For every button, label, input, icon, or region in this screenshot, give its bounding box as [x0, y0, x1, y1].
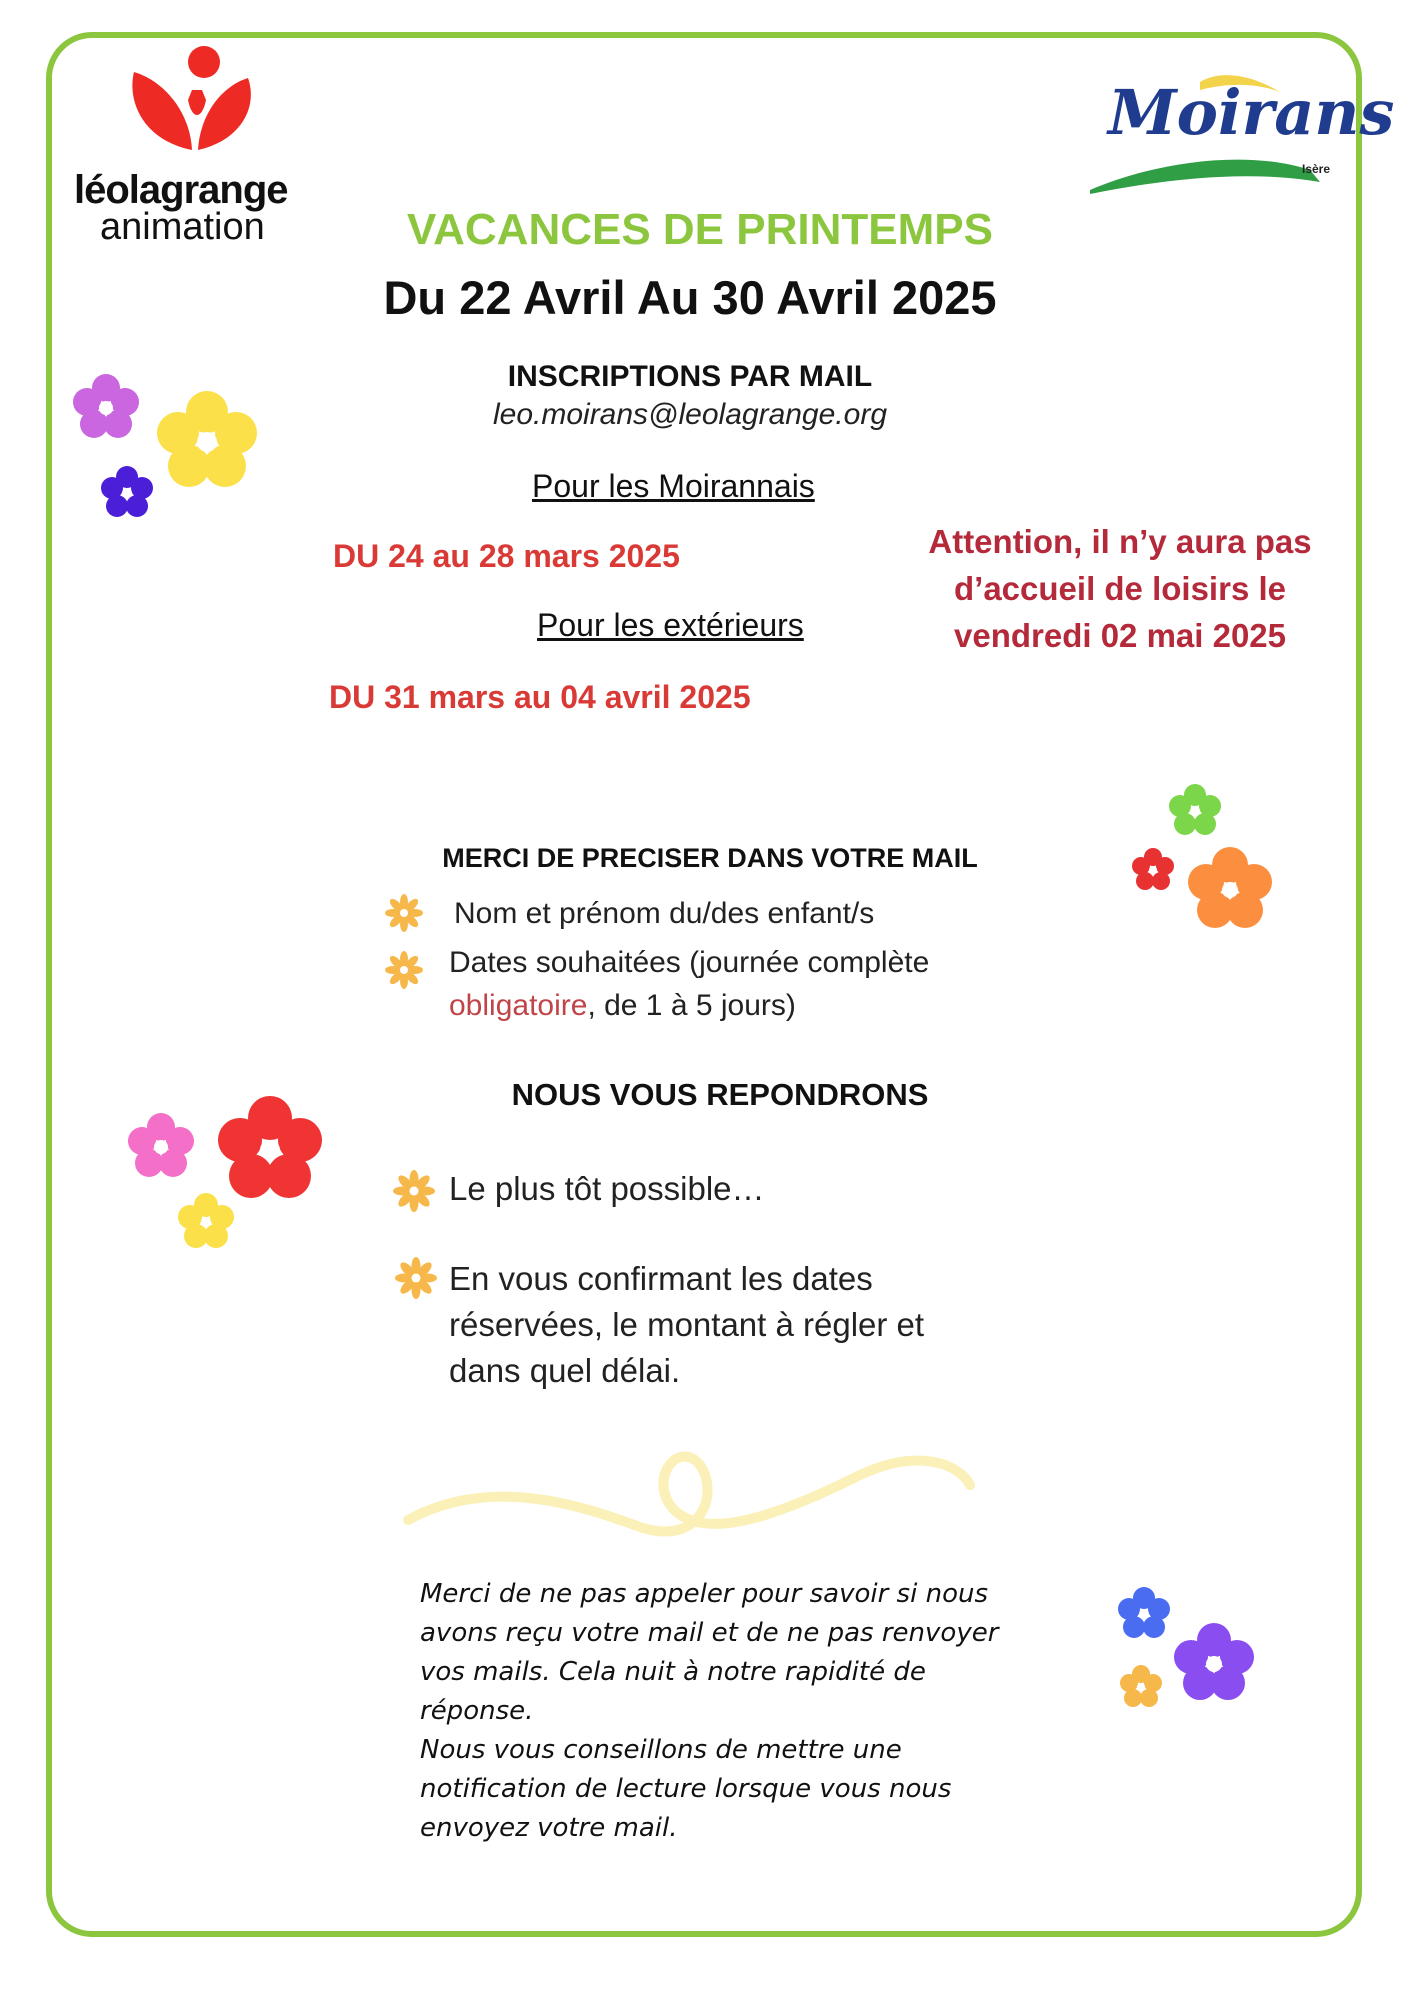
flower-icon	[120, 1106, 202, 1188]
merci-item-2-line-2	[449, 984, 929, 1027]
swirl-decoration	[400, 1435, 980, 1565]
moirans-logo-text: Moirans	[1108, 76, 1395, 149]
moirannais-label: Pour les Moirannais	[532, 468, 815, 504]
note-line-7: envoyez votre mail.	[420, 1813, 678, 1843]
exterieurs-label: Pour les extérieurs	[537, 607, 804, 643]
attention-line-3: vendredi 02 mai 2025	[953, 617, 1287, 654]
leo-logo-text-1: léolagrange	[74, 168, 288, 212]
contact-email[interactable]: leo.moirans@leolagrange.org	[492, 398, 887, 431]
merci-item-2-line-1: Dates souhaitées (journée complète	[449, 946, 930, 979]
page-title: VACANCES DE PRINTEMPS	[407, 205, 993, 254]
merci-item-1: Nom et prénom du/des enfant/s	[454, 897, 875, 930]
moirannais-dates: DU 24 au 28 mars 2025	[333, 538, 680, 574]
bullet-flower-icon	[392, 1169, 436, 1213]
note-line-2: avons reçu votre mail et de ne pas renvoyer	[420, 1618, 999, 1648]
reponse-item-2-line-2: réservées, le montant à régler et	[449, 1306, 925, 1343]
flower-icon	[66, 368, 146, 448]
moirans-logo	[1080, 70, 1395, 200]
merci-item-2-rest: , de 1 à 5 jours)	[587, 989, 796, 1022]
attention-line-1: Attention, il n’y aura pas	[928, 523, 1312, 560]
merci-heading: MERCI DE PRECISER DANS VOTRE MAIL	[442, 843, 978, 873]
flower-icon	[1162, 778, 1228, 844]
note-line-3: vos mails. Cela nuit à notre rapidité de	[420, 1657, 926, 1687]
note-line-4: réponse.	[420, 1696, 534, 1726]
note-line-6: notification de lecture lorsque vous nous	[420, 1774, 952, 1804]
flower-icon	[1180, 840, 1280, 940]
flower-icon	[1126, 843, 1180, 897]
flower-icon	[172, 1188, 240, 1256]
inscriptions-heading: INSCRIPTIONS PAR MAIL	[507, 360, 873, 393]
reponse-item-2	[449, 1256, 924, 1394]
leo-lagrange-logo	[72, 40, 312, 260]
leo-lagrange-logo-mark	[72, 40, 312, 170]
note-line-1: Merci de ne pas appeler pour savoir si nous	[420, 1579, 989, 1609]
reponse-heading: NOUS VOUS REPONDRONS	[511, 1077, 929, 1112]
merci-item-2	[449, 941, 929, 1027]
moirans-logo-sub: Isère	[1302, 162, 1331, 176]
exterieurs-dates: DU 31 mars au 04 avril 2025	[329, 679, 751, 715]
reponse-item-1: Le plus tôt possible…	[449, 1170, 765, 1207]
bullet-flower-icon	[384, 893, 424, 933]
footer-note	[420, 1575, 1000, 1848]
reponse-item-2-line-1: En vous confirmant les dates	[449, 1260, 873, 1297]
note-line-5: Nous vous conseillons de mettre une	[420, 1735, 902, 1765]
flower-icon	[1114, 1660, 1168, 1714]
leo-logo-text-2: animation	[100, 206, 265, 248]
page-dates: Du 22 Avril Au 30 Avril 2025	[383, 271, 997, 324]
flower-icon	[94, 460, 160, 526]
attention-notice	[900, 518, 1340, 659]
reponse-item-2-line-3: dans quel délai.	[449, 1352, 681, 1389]
obligatoire-highlight: obligatoire	[449, 989, 588, 1022]
flower-icon	[148, 383, 266, 501]
bullet-flower-icon	[384, 950, 424, 990]
flower-icon	[1166, 1616, 1262, 1712]
bullet-flower-icon	[394, 1256, 438, 1300]
attention-line-2: d’accueil de loisirs le	[954, 570, 1286, 607]
